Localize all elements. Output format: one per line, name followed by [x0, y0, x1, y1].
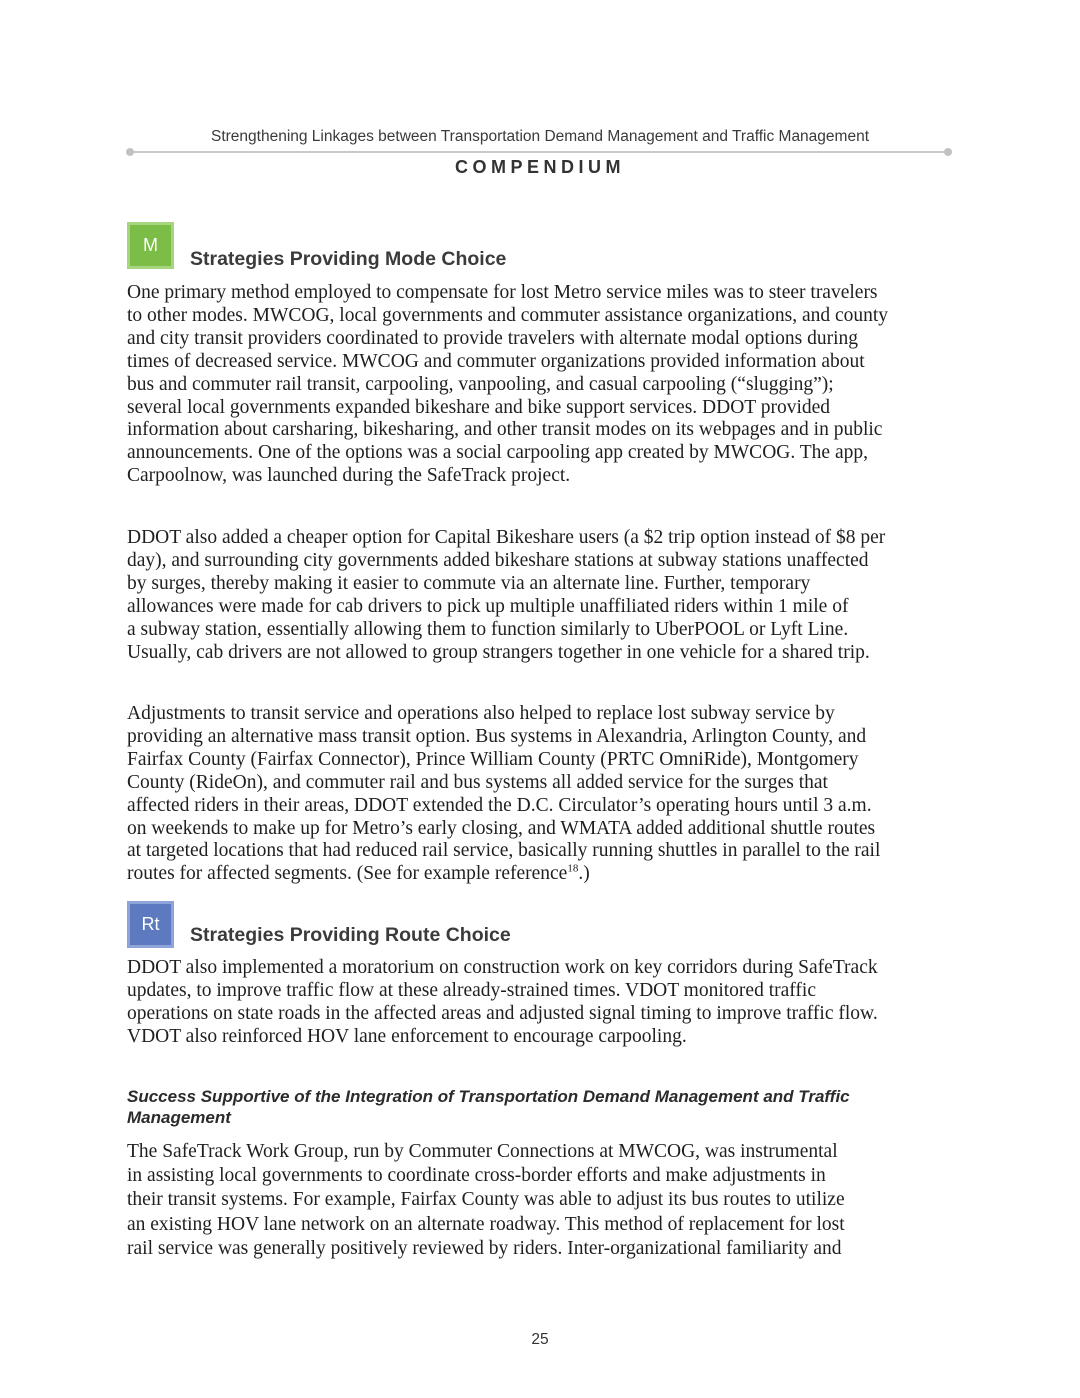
- subsection-heading-line: Management: [127, 1108, 231, 1127]
- mode-choice-badge-icon: M: [127, 222, 174, 269]
- text-line: Fairfax County (Fairfax Connector), Prince William County (PRTC OmniRide), Montgomery: [127, 748, 859, 770]
- mode-choice-paragraph-2: [127, 527, 962, 664]
- text-line: day), and surrounding city governments added bikeshare stations at subway stations unaffected: [127, 549, 869, 571]
- text-line: affected riders in their areas, DDOT extended the D.C. Circulator’s operating hours until 3 a.m.: [127, 794, 872, 816]
- text-line: Carpoolnow, was launched during the SafeTrack project.: [127, 465, 571, 487]
- text-line: in assisting local governments to coordinate cross-border efforts and make adjustments in: [127, 1165, 826, 1187]
- text-line: their transit systems. For example, Fairfax County was able to adjust its bus routes to utilize: [127, 1189, 845, 1211]
- text-line: Adjustments to transit service and operations also helped to replace lost subway service by: [127, 703, 835, 724]
- text-line: One primary method employed to compensate for lost Metro service miles was to steer travelers: [127, 282, 878, 303]
- route-choice-badge-icon: Rt: [127, 901, 174, 948]
- reference-superscript: 18: [567, 862, 579, 875]
- divider-end-dot: [944, 148, 952, 156]
- route-choice-paragraph: [127, 957, 962, 1049]
- text-line: several local governments expanded bikeshare and bike support services. DDOT provided: [127, 396, 831, 418]
- page-number: 25: [531, 1331, 549, 1348]
- text-line: updates, to improve traffic flow at these already-strained times. VDOT monitored traffic: [127, 979, 816, 1001]
- section-heading-route-choice: Strategies Providing Route Choice: [190, 924, 511, 946]
- text-line: by surges, thereby making it easier to commute via an alternate line. Further, temporary: [127, 572, 811, 594]
- header-compendium-label: COMPENDIUM: [455, 157, 625, 177]
- text-line: County (RideOn), and commuter rail and bus systems all added service for the surges that: [127, 771, 828, 793]
- text-fragment: .): [578, 863, 590, 885]
- mode-choice-paragraph-1: [127, 282, 962, 488]
- text-line: at targeted locations that had reduced rail service, basically running shuttles in parallel to the rail: [127, 840, 881, 862]
- text-line: announcements. One of the options was a social carpooling app created by MWCOG. The app,: [127, 442, 868, 464]
- text-fragment: routes for affected segments. (See for example reference: [127, 863, 568, 885]
- text-line: bus and commuter rail transit, carpooling, vanpooling, and casual carpooling (“slugging”);: [127, 373, 834, 395]
- text-line-with-reference: [127, 863, 962, 886]
- text-line: operations on state roads in the affected areas and adjusted signal timing to improve traffic flow.: [127, 1002, 878, 1024]
- text-line: DDOT also added a cheaper option for Capital Bikeshare users (a $2 trip option instead of $8 per: [127, 527, 886, 548]
- text-line: The SafeTrack Work Group, run by Commuter Connections at MWCOG, was instrumental: [127, 1141, 838, 1162]
- subsection-heading-line: Success Supportive of the Integration of Transportation Demand Management and Traffic: [127, 1087, 850, 1106]
- running-header-title: Strengthening Linkages between Transportation Demand Management and Traffic Management: [210, 128, 870, 145]
- text-line: rail service was generally positively reviewed by riders. Inter-organizational familiarity and: [127, 1237, 842, 1259]
- divider-end-dot: [126, 148, 134, 156]
- text-line: Usually, cab drivers are not allowed to group strangers together in one vehicle for a shared trip.: [127, 641, 870, 663]
- text-line: an existing HOV lane network on an alternate roadway. This method of replacement for lost: [127, 1213, 845, 1235]
- subsection-heading: [127, 1086, 962, 1128]
- text-line: DDOT also implemented a moratorium on construction work on key corridors during SafeTrack: [127, 957, 878, 978]
- subsection-paragraph: [127, 1140, 962, 1261]
- text-line: on weekends to make up for Metro’s early closing, and WMATA added additional shuttle routes: [127, 817, 876, 839]
- text-line: allowances were made for cab drivers to pick up multiple unaffiliated riders within 1 mile of: [127, 595, 849, 617]
- mode-choice-paragraph-3: [127, 703, 962, 886]
- text-line: VDOT also reinforced HOV lane enforcement to encourage carpooling.: [127, 1025, 687, 1047]
- text-line: a subway station, essentially allowing them to function similarly to UberPOOL or Lyft Line.: [127, 618, 849, 640]
- text-line: and city transit providers coordinated to provide travelers with alternate modal options during: [127, 327, 859, 349]
- section-heading-mode-choice: Strategies Providing Mode Choice: [190, 248, 507, 270]
- text-line: providing an alternative mass transit option. Bus systems in Alexandria, Arlington County, and: [127, 725, 867, 747]
- text-line: to other modes. MWCOG, local governments and commuter assistance organizations, and county: [127, 304, 889, 326]
- text-line: times of decreased service. MWCOG and commuter organizations provided information about: [127, 350, 865, 372]
- text-line: information about carsharing, bikesharing, and other transit modes on its webpages and in public: [127, 419, 883, 441]
- header-divider: [130, 151, 948, 153]
